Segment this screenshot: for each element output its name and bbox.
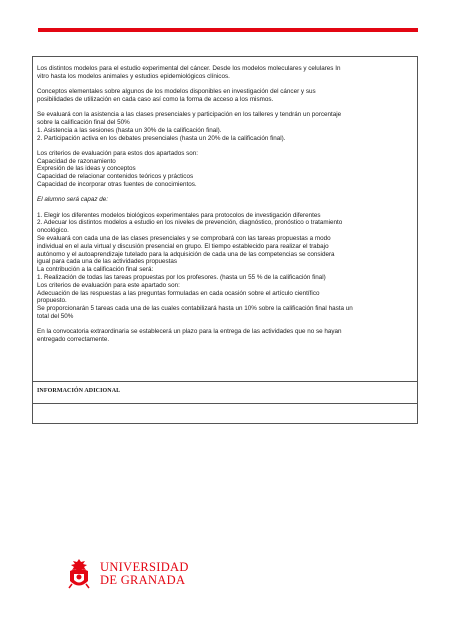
criteria-paragraph <box>37 150 413 189</box>
text-line: total del 50% <box>37 313 74 321</box>
text-line: 1. Asistencia a las sesiones (hasta un 30% de la calificación final). <box>37 126 222 134</box>
evaluation-content-box <box>32 56 418 382</box>
header-accent-bar <box>38 28 418 32</box>
university-name-line2: DE GRANADA <box>100 573 186 587</box>
additional-info-body <box>32 404 418 424</box>
abilities-paragraph <box>37 212 413 321</box>
text-line: Expresión de las ideas y conceptos <box>37 165 136 173</box>
text-line: Los criterios de evaluación para estos dos apartados son: <box>37 149 199 157</box>
text-line: posibilidades de utilización en cada caso así como la forma de acceso a los mismos. <box>37 95 274 103</box>
text-line: Los criterios de evaluación para este apartado son: <box>37 281 180 289</box>
text-line: 1. Elegir los diferentes modelos biológicos experimentales para protocolos de investigación diferentes <box>37 211 321 219</box>
text-line: propuesto. <box>37 297 67 305</box>
text-line: Adecuación de las respuestas a las preguntas formuladas en cada ocasión sobre el artículo científico <box>37 289 320 297</box>
text-line: Capacidad de incorporar otras fuentes de conocimientos. <box>37 181 197 189</box>
text-line: sobre la calificación final del 50% <box>37 118 130 126</box>
text-line: Capacidad de relacionar contenidos teóricos y prácticos <box>37 173 194 181</box>
university-name <box>100 561 189 588</box>
university-name-line1: UNIVERSIDAD <box>100 559 189 574</box>
text-line: Capacidad de razonamiento <box>37 157 116 165</box>
text-line: Se evaluará con cada una de las clases presenciales y se comprobará con las tareas propuestas a modo <box>37 235 331 243</box>
text-line: oncológico. <box>37 227 69 235</box>
additional-info-heading: INFORMACIÓN ADICIONAL <box>32 382 418 404</box>
text-line: 1. Realización de todas las tareas propuestas por los profesores. (hasta un 55 % de la calificación final) <box>37 274 326 282</box>
text-line: En la convocatoria extraordinaria se establecerá un plazo para la entrega de las actividades que no se hayan <box>37 328 342 336</box>
text-line: Conceptos elementales sobre algunos de los modelos disponibles en investigación del cáncer y sus <box>37 88 316 96</box>
text-line: 2. Participación activa en los debates presenciales (hasta un 20% de la calificación final). <box>37 134 286 142</box>
abilities-heading: El alumno será capaz de: <box>37 196 109 204</box>
text-line: entregado correctamente. <box>37 336 110 344</box>
extraordinary-paragraph <box>37 328 413 344</box>
text-line: Los distintos modelos para el estudio experimental del cáncer. Desde los modelos moleculares y celulares In <box>37 65 341 72</box>
evaluation-paragraph <box>37 111 413 142</box>
text-line: individual en el aula virtual y discusión presencial en grupo. El tiempo establecido para realizar el trabajo <box>37 242 329 250</box>
concepts-paragraph <box>37 88 413 104</box>
text-line: La contribución a la calificación final será: <box>37 266 154 274</box>
text-line: Se evaluará con la asistencia a las clases presenciales y participación en los talleres y tendrán un porcentaje <box>37 111 342 119</box>
text-line: 2. Adecuar los distintos modelos a estudio en los niveles de prevención, diagnóstico, pronóstico o tratamiento <box>37 219 343 227</box>
text-line: autónomo y el autoaprendizaje tutelado para la adquisición de cada una de las competencias se considera <box>37 250 335 258</box>
text-line: Se proporcionarán 5 tareas cada una de las cuales contabilizará hasta un 10% sobre la calificación final hasta un <box>37 305 353 313</box>
university-seal-icon <box>66 557 92 591</box>
intro-paragraph <box>37 65 413 81</box>
text-line: vitro hasta los modelos animales y estudios epidemiológicos clínicos. <box>37 72 230 80</box>
text-line: igual para cada una de las actividades propuestas <box>37 258 178 266</box>
university-logo <box>66 556 189 592</box>
